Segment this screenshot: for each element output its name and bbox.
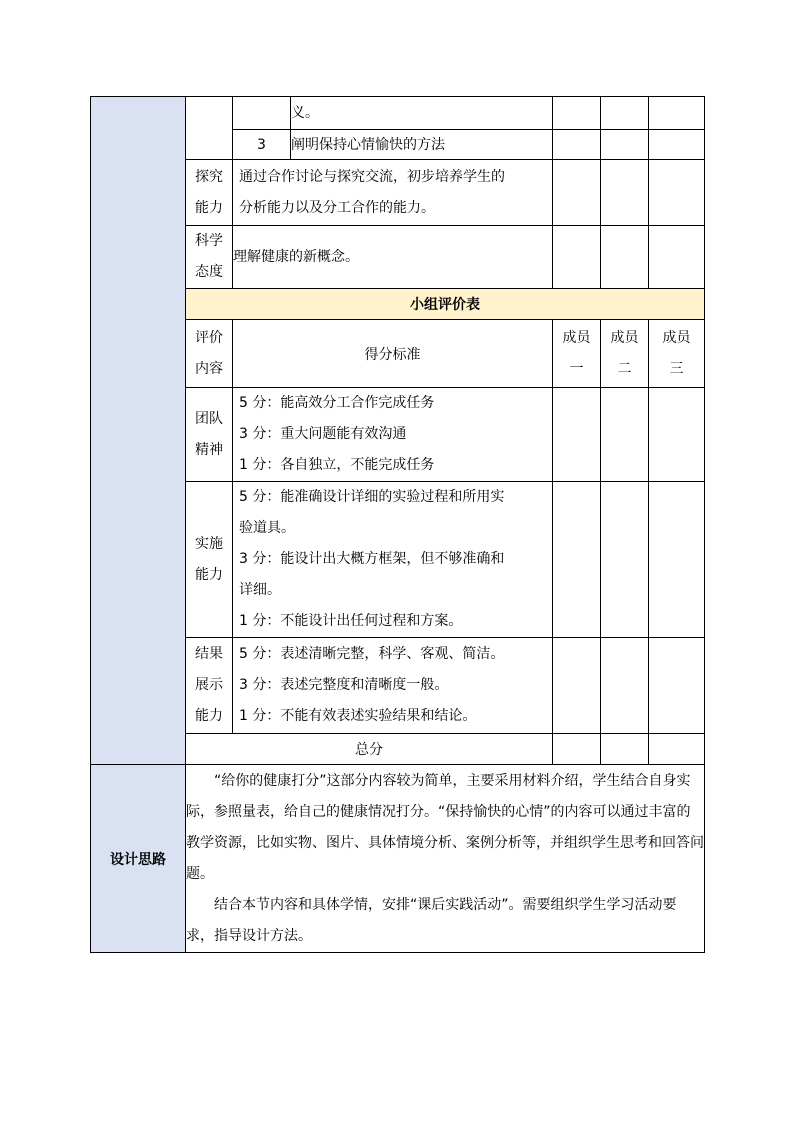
design-label: 设计思路 [91,765,186,953]
col-header-member-3: 成员 三 [649,320,705,388]
col-header-member-2: 成员 二 [601,320,649,388]
eval-criteria-team: 5 分：能高效分工合作完成任务 3 分：重大问题能有效沟通 1 分：各自独立，不能完成任务 [233,388,553,482]
objective-category-blank [186,97,233,160]
col-header-criteria: 得分标准 [233,320,553,388]
objective-text: 义。 [291,97,553,130]
objective-row-1 [91,97,705,130]
group-eval-title: 小组评价表 [186,289,705,320]
eval-label-results: 结果 展示 能力 [186,638,233,734]
inquiry-label: 探究 能力 [186,160,233,226]
objective-num: 3 [233,130,291,160]
science-text: 理解健康的新概念。 [233,226,553,289]
left-column-blank [91,97,186,765]
science-label: 科学 态度 [186,226,233,289]
design-paragraph-2: 结合本节内容和具体学情，安排“课后实践活动”。需要组织学生学习活动要求，指导设计方法。 [186,896,677,944]
eval-criteria-results: 5 分：表述清晰完整，科学、客观、简洁。 3 分：表述完整度和清晰度一般。 1 分：不能有效表述实验结果和结论。 [233,638,553,734]
total-label: 总分 [186,734,553,765]
lesson-plan-table [90,96,705,953]
eval-criteria-implementation: 5 分：能准确设计详细的实验过程和所用实 验道具。 3 分：能设计出大概方框架，但不够准确和 详细。 1 分：不能设计出任何过程和方案。 [233,482,553,638]
design-paragraph-1: “给你的健康打分”这部分内容较为简单，主要采用材料介绍，学生结合自身实际，参照量表，给自己的健康情况打分。“保持愉快的心情”的内容可以通过丰富的教学资源，比如实物、图片、具体情境分析、案例分析等，并组织学生思考和回答问题。 [186,772,704,882]
objective-num-blank [233,97,291,130]
col-header-member-1: 成员 一 [553,320,601,388]
inquiry-text: 通过合作讨论与探究交流，初步培养学生的 分析能力以及分工合作的能力。 [233,160,553,226]
col-header-content: 评价 内容 [186,320,233,388]
objective-text: 阐明保持心情愉快的方法 [291,130,553,160]
eval-label-team: 团队 精神 [186,388,233,482]
design-content [186,765,705,953]
design-row [91,765,705,953]
eval-label-implementation: 实施 能力 [186,482,233,638]
